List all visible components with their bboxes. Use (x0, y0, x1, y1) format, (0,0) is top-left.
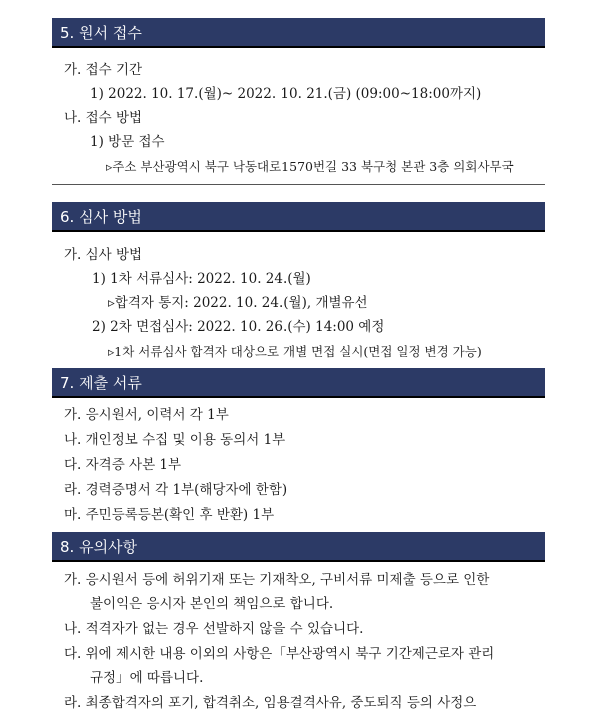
s8-note-ra: 라. 최종합격자의 포기, 합격취소, 임용결격사유, 중도퇴직 등의 사정으 (64, 695, 477, 711)
s7-doc-5: 마. 주민등록등본(확인 후 반환) 1부 (64, 507, 275, 523)
divider (52, 184, 545, 185)
s5-period: 1) 2022. 10. 17.(월)~ 2022. 10. 21.(금) (09:00~18:00까지) (90, 86, 482, 102)
s5-item-na: 나. 접수 방법 (64, 110, 143, 126)
s5-method: 1) 방문 접수 (90, 134, 165, 150)
s6-step1-notice: ▹합격자 통지: 2022. 10. 24.(월), 개별유선 (108, 295, 368, 311)
s7-doc-4: 라. 경력증명서 각 1부(해당자에 한함) (64, 482, 288, 498)
s8-note-da-cont: 규정」에 따릅니다. (90, 670, 204, 686)
section-5-header: 5. 원서 접수 (52, 18, 545, 48)
s8-note-ga: 가. 응시원서 등에 허위기재 또는 기재착오, 구비서류 미제출 등으로 인한 (64, 572, 490, 588)
section-8-header: 8. 유의사항 (52, 532, 545, 562)
s7-doc-3: 다. 자격증 사본 1부 (64, 457, 182, 473)
s7-doc-2: 나. 개인정보 수집 및 이용 동의서 1부 (64, 432, 286, 448)
section-7-header: 7. 제출 서류 (52, 368, 545, 398)
s8-note-na: 나. 적격자가 없는 경우 선발하지 않을 수 있습니다. (64, 621, 364, 637)
s8-note-da: 다. 위에 제시한 내용 이외의 사항은「부산광역시 북구 기간제근로자 관리 (64, 646, 495, 662)
s5-address: ▹주소 부산광역시 북구 낙동대로1570번길 33 북구청 본관 3층 의회사무국 (106, 159, 514, 174)
s6-step2: 2) 2차 면접심사: 2022. 10. 26.(수) 14:00 예정 (92, 319, 385, 335)
s8-note-ga-cont: 불이익은 응시자 본인의 책임으로 합니다. (90, 596, 334, 612)
s5-item-ga: 가. 접수 기간 (64, 62, 143, 78)
section-6-header: 6. 심사 방법 (52, 202, 545, 232)
s6-step2-notice: ▹1차 서류심사 합격자 대상으로 개별 면접 실시(면접 일정 변경 가능) (108, 344, 482, 359)
s6-item-ga: 가. 심사 방법 (64, 247, 143, 263)
s7-doc-1: 가. 응시원서, 이력서 각 1부 (64, 407, 229, 423)
s6-step1: 1) 1차 서류심사: 2022. 10. 24.(월) (92, 271, 311, 287)
